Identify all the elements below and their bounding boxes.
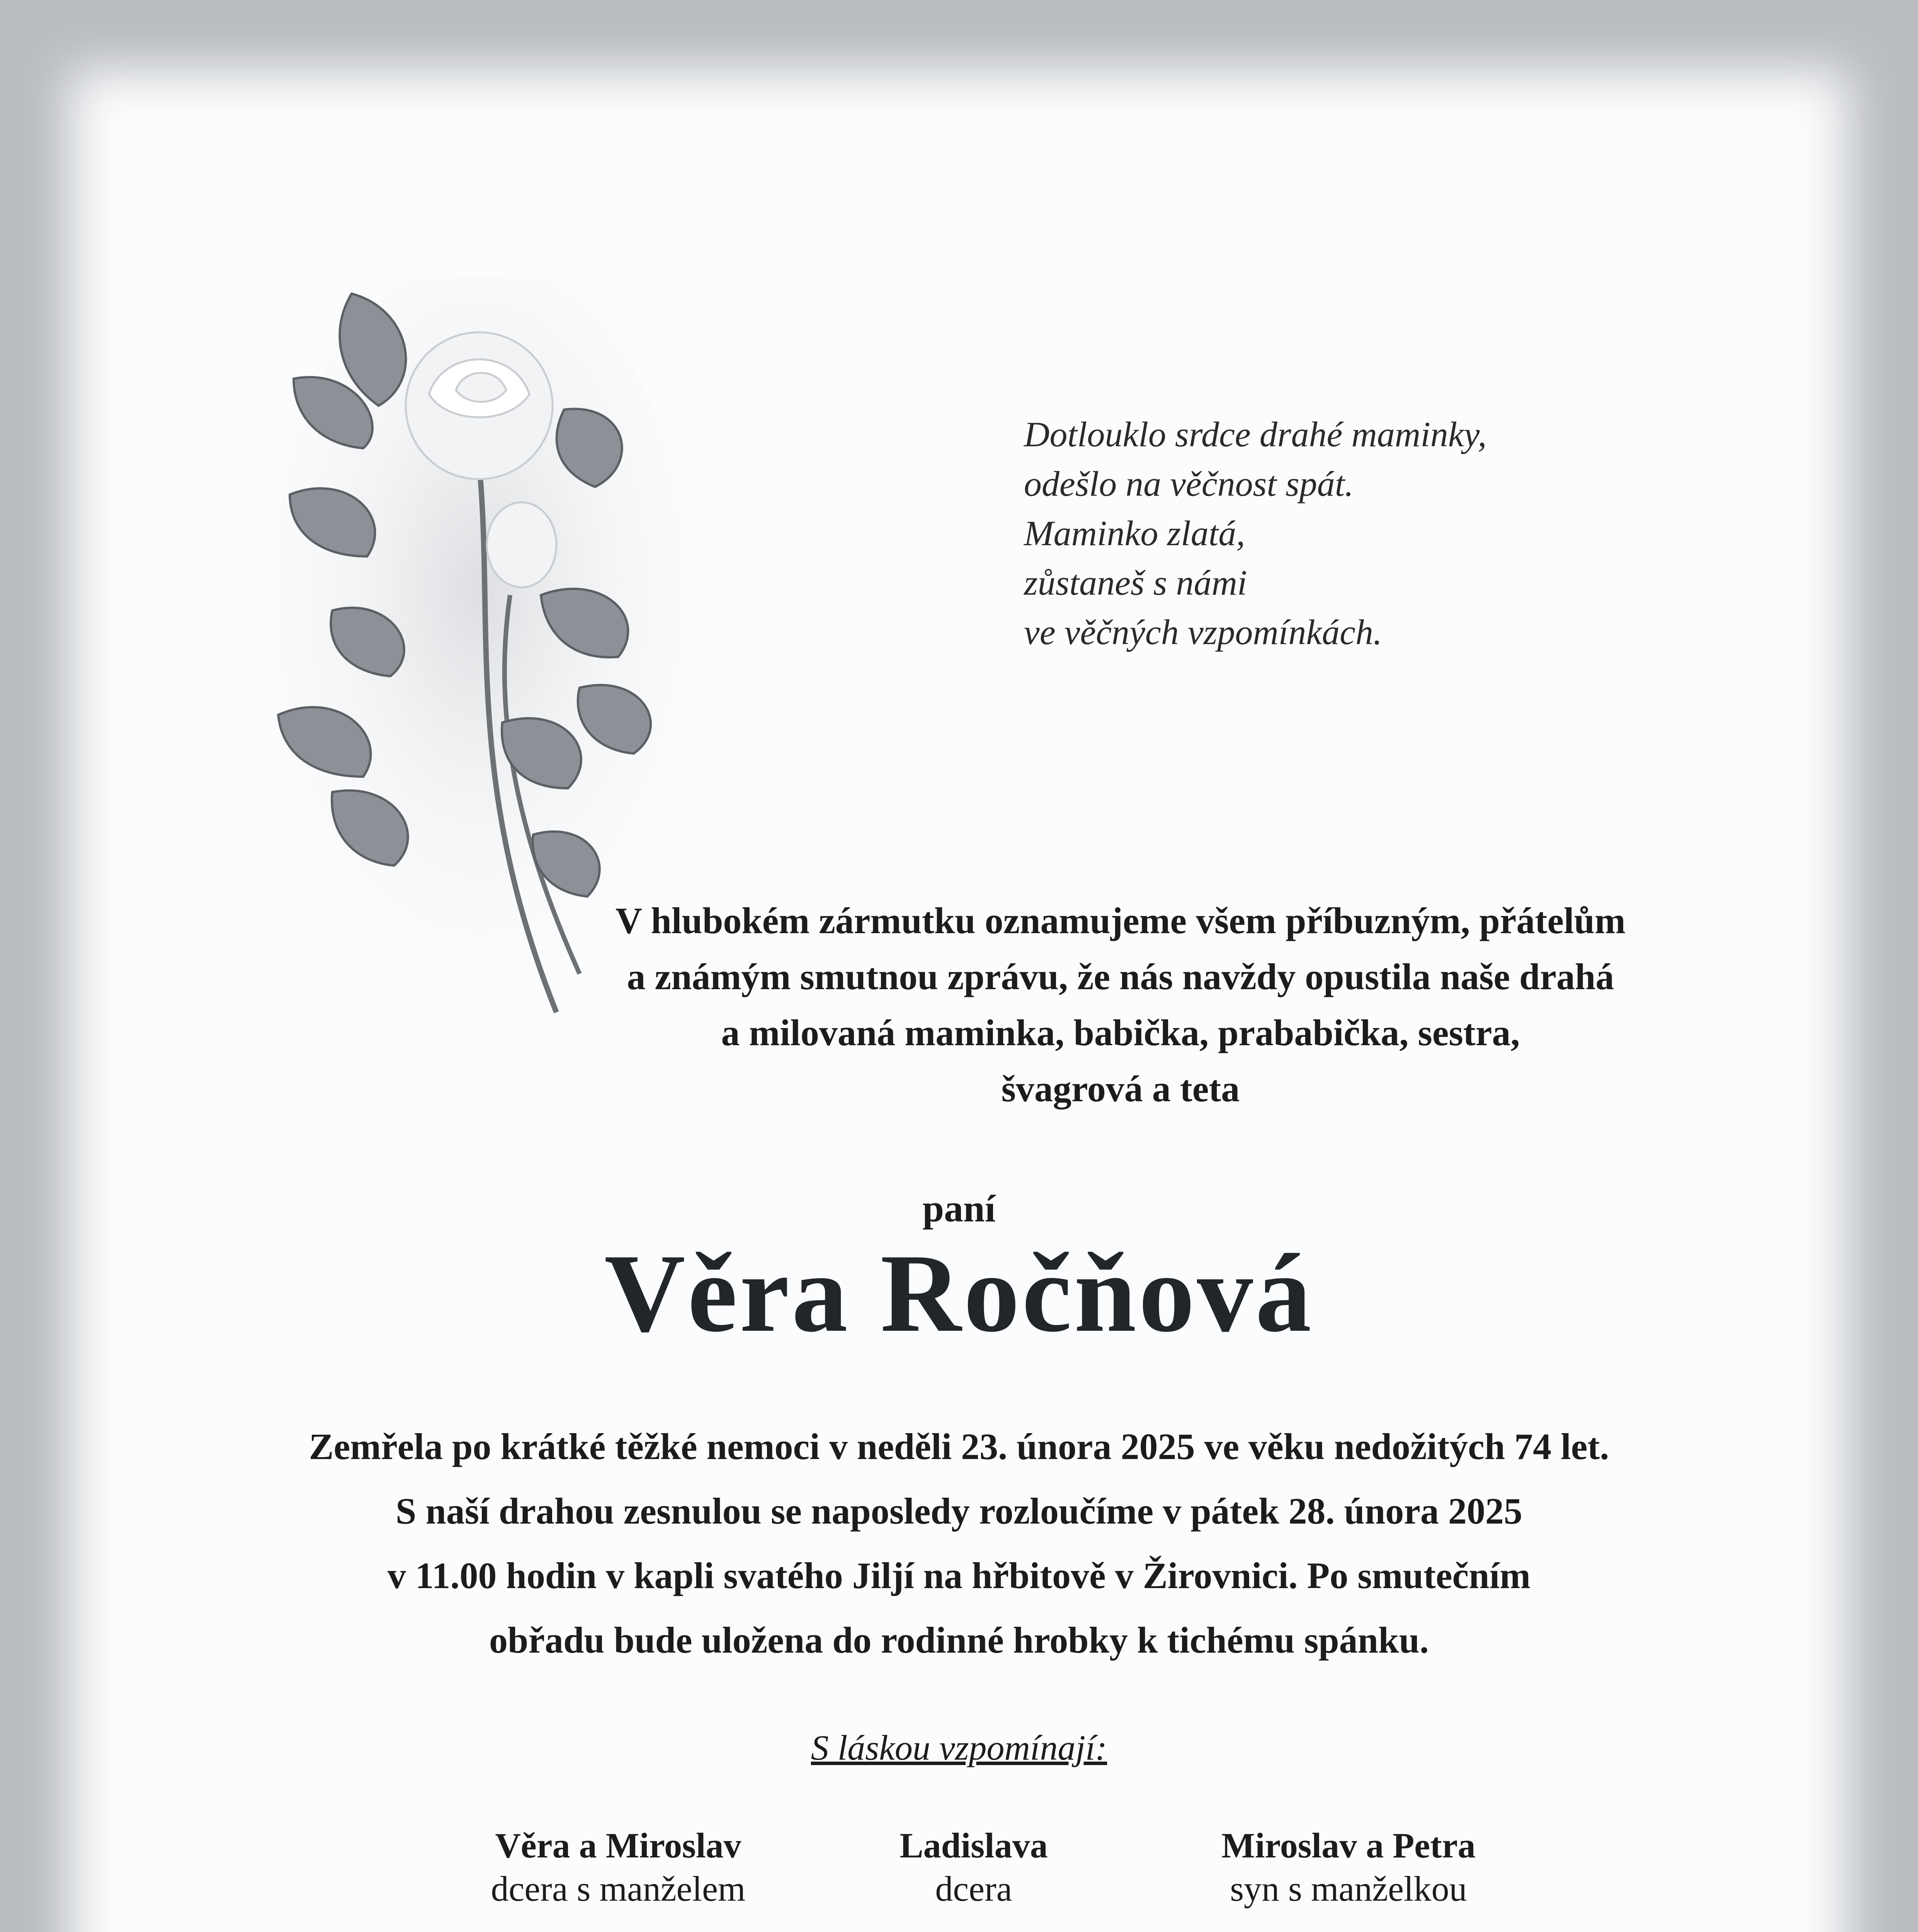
mourner-names: Věra a Miroslav	[495, 1826, 741, 1865]
announcement	[541, 893, 1700, 1117]
mourner-column	[800, 1824, 1148, 1910]
mourner-column	[1175, 1824, 1522, 1910]
mourner-relation: syn s manželkou	[1230, 1869, 1467, 1908]
mourner-names: Ladislava	[899, 1826, 1048, 1865]
memory-heading: S láskou vzpomínají:	[811, 1728, 1107, 1767]
mourner-relation: dcera s manželem	[491, 1869, 746, 1908]
announcement-line: a známým smutnou zprávu, že nás navždy opustila naše drahá	[627, 956, 1614, 997]
mourner-relation: dcera	[935, 1869, 1012, 1908]
details-line: v 11.00 hodin v kapli svatého Jiljí na hřbitově v Žirovnici. Po smutečním	[387, 1555, 1531, 1596]
poem	[1024, 410, 1603, 657]
deceased-name: Věra Ročňová	[604, 1231, 1314, 1355]
poem-line: ve věčných vzpomínkách.	[1024, 612, 1382, 652]
details-line: obřadu bude uložena do rodinné hrobky k tichému spánku.	[489, 1619, 1429, 1661]
announcement-line: V hlubokém zármutku oznamujeme všem příbuzným, přátelům	[615, 900, 1626, 941]
details-line: S naší drahou zesnulou se naposledy rozloučíme v pátek 28. února 2025	[396, 1490, 1522, 1532]
mourner-names: Miroslav a Petra	[1221, 1826, 1476, 1865]
announcement-line: a milovaná maminka, babička, prababička, sestra,	[721, 1012, 1520, 1053]
poem-line: Maminko zlatá,	[1024, 514, 1245, 553]
poem-line: zůstaneš s námi	[1024, 563, 1247, 602]
honorific: paní	[922, 1187, 996, 1230]
details-line: Zemřela po krátké těžké nemoci v neděli 23. února 2025 ve věku nedožitých 74 let.	[309, 1426, 1609, 1467]
funeral-details	[0, 1414, 1918, 1672]
poem-line: Dotlouklo srdce drahé maminky,	[1024, 415, 1487, 454]
announcement-line: švagrová a teta	[1001, 1068, 1240, 1109]
mourner-column	[444, 1824, 792, 1910]
poem-line: odešlo na věčnost spát.	[1024, 464, 1354, 503]
